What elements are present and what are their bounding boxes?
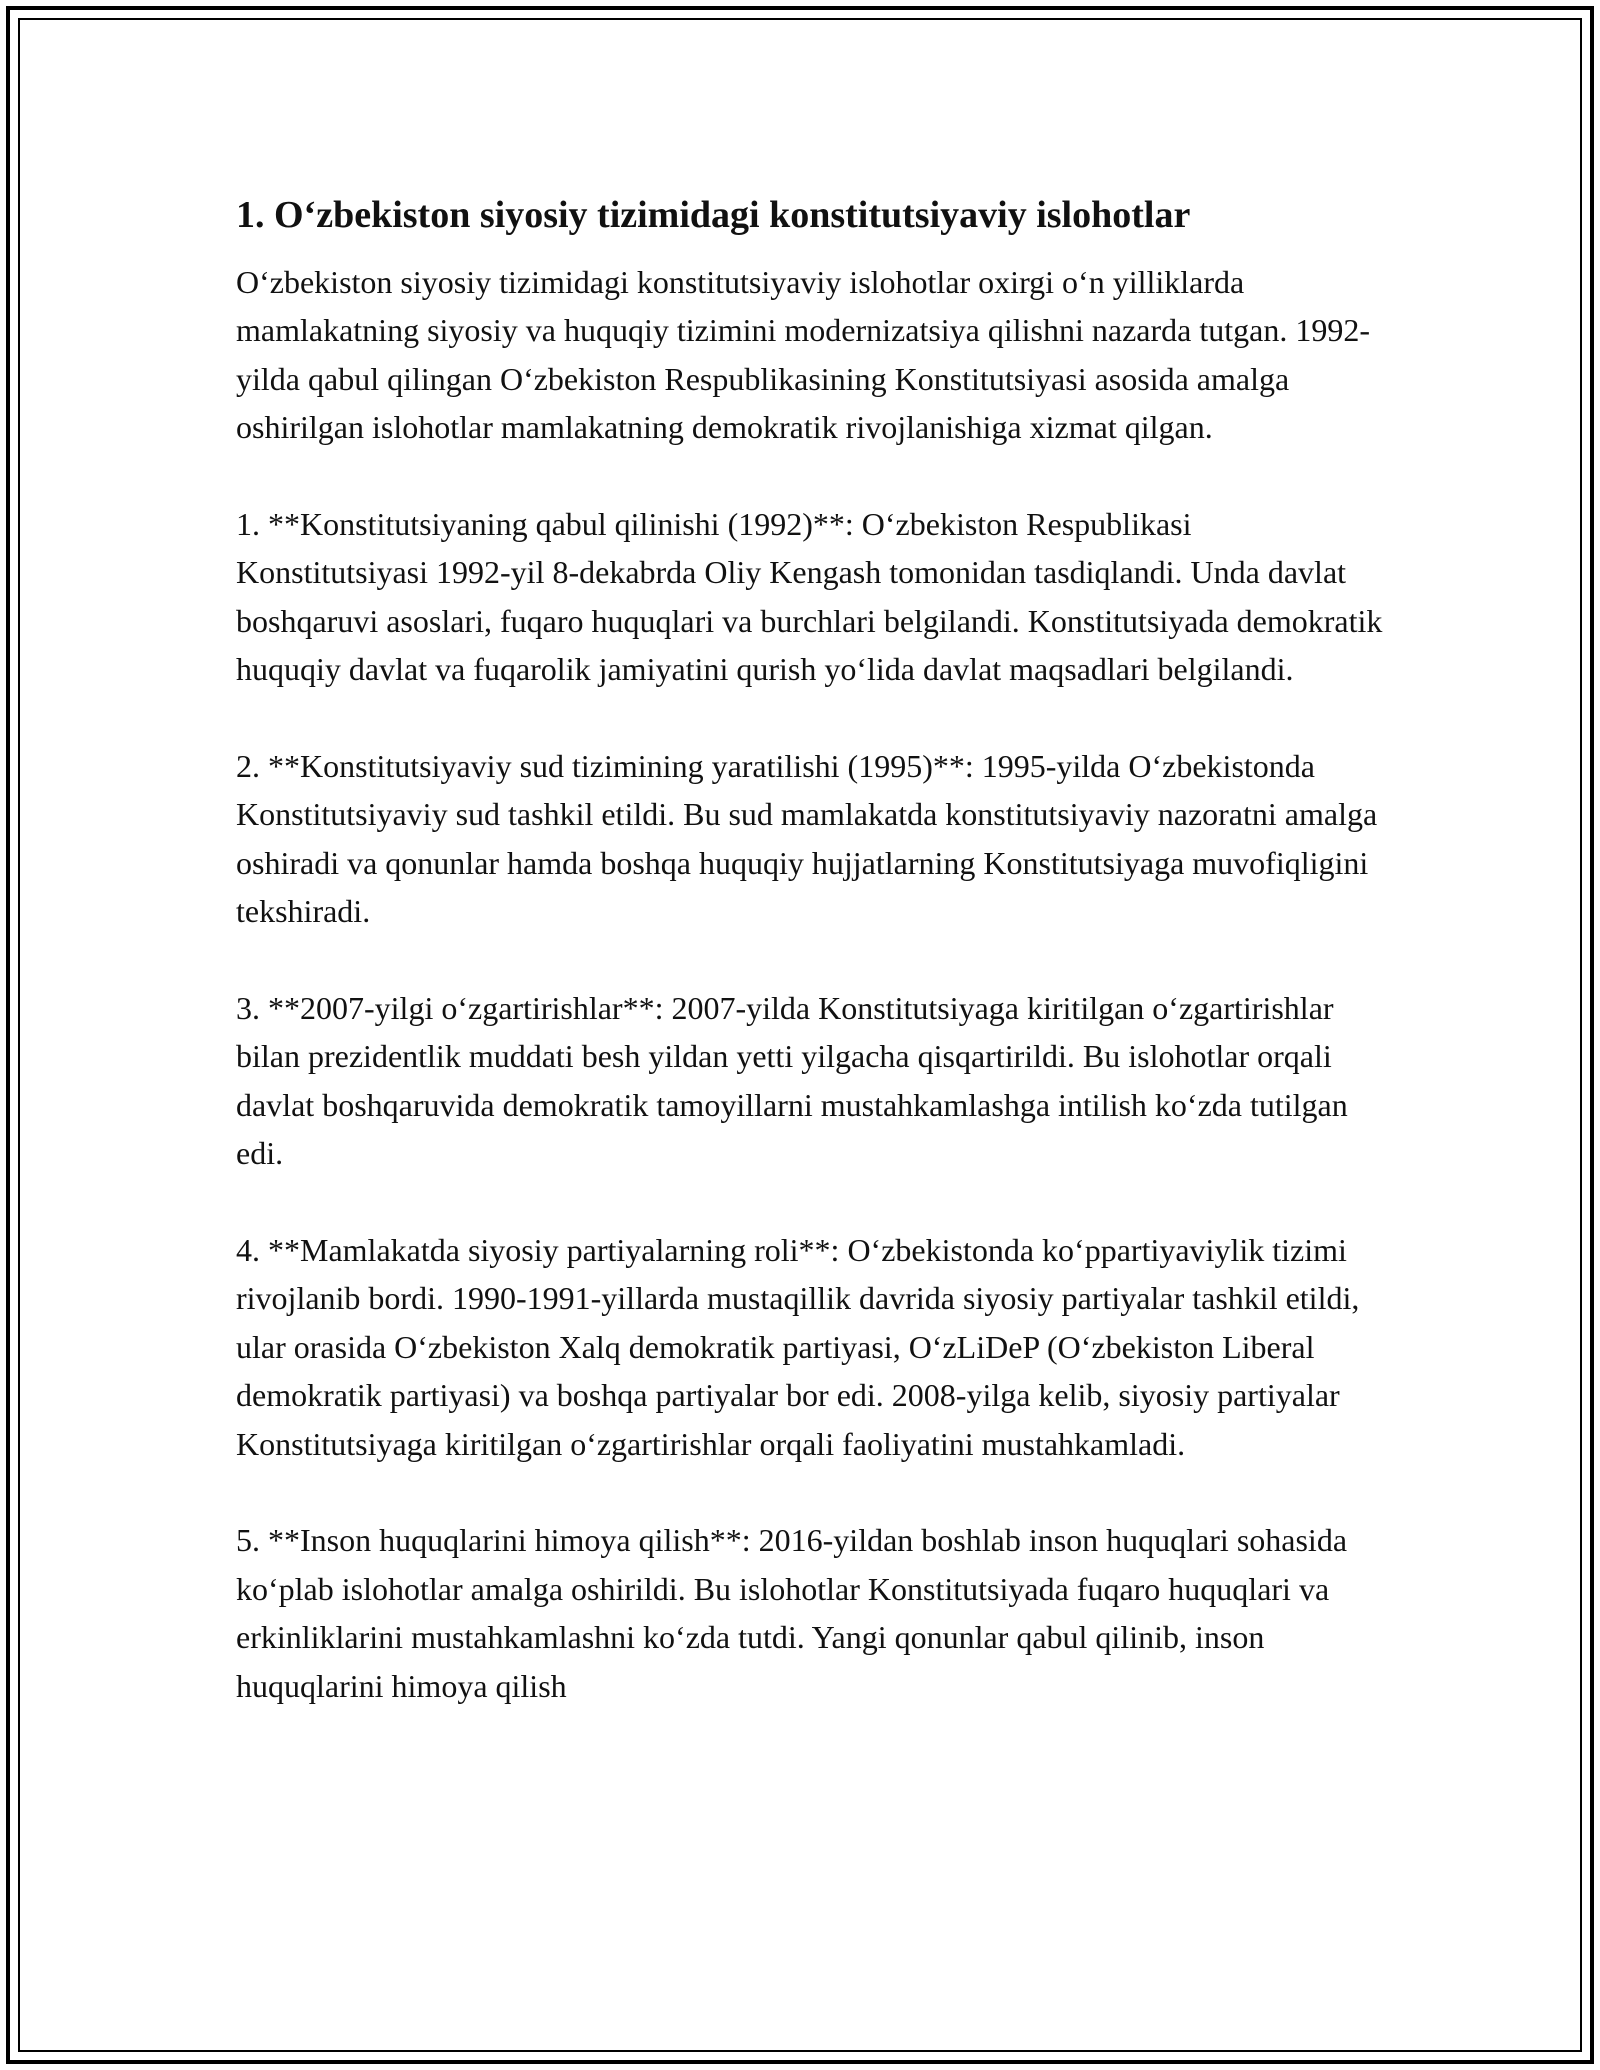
list-item-4-paragraph: 4. **Mamlakatda siyosiy partiyalarning roli**: O‘zbekistonda ko‘ppartiyaviylik tizimi rivojlanib bordi. 1990-1991-yillarda mustaqillik davrida siyosiy partiyalar tashkil etildi, ular orasida O‘zbekiston Xalq demokratik partiyasi, O‘zLiDeP (O‘zbekiston Liberal demokratik partiyasi) va boshqa partiyalar bor edi. 2008-yilga kelib, siyosiy partiyalar Konstitutsiyaga kiritilgan o‘zgartirishlar orqali faoliyatini mustahkamladi. (236, 1232, 1360, 1462)
list-item-3-paragraph: 3. **2007-yilgi o‘zgartirishlar**: 2007-yilda Konstitutsiyaga kiritilgan o‘zgartirishlar bilan prezidentlik muddati besh yildan yetti yilgacha qisqartirildi. Bu islohotlar orqali davlat boshqaruvida demokratik tamoyillarni mustahkamlashga intilish ko‘zda tutilgan edi. (236, 990, 1348, 1172)
list-item-1-paragraph: 1. **Konstitutsiyaning qabul qilinishi (1992)**: O‘zbekiston Respublikasi Konstitutsiyasi 1992-yil 8-dekabrda Oliy Kengash tomonidan tasdiqlandi. Unda davlat boshqaruvi asoslari, fuqaro huquqlari va burchlari belgilandi. Konstitutsiyada demokratik huquqiy davlat va fuqarolik jamiyatini qurish yo‘lida davlat maqsadlari belgilandi. (236, 506, 1383, 688)
intro-paragraph: O‘zbekiston siyosiy tizimidagi konstitutsiyaviy islohotlar oxirgi o‘n yilliklarda mamlakatning siyosiy va huquqiy tizimini modernizatsiya qilishni nazarda tutgan. 1992-yilda qabul qilingan O‘zbekiston Respublikasining Konstitutsiyasi asosida amalga oshirilgan islohotlar mamlakatning demokratik rivojlanishiga xizmat qilgan. (236, 264, 1370, 446)
list-item-2-paragraph: 2. **Konstitutsiyaviy sud tizimining yaratilishi (1995)**: 1995-yilda O‘zbekistonda Konstitutsiyaviy sud tashkil etildi. Bu sud mamlakatda konstitutsiyaviy nazoratni amalga oshiradi va qonunlar hamda boshqa huquqiy hujjatlarning Konstitutsiyaga muvofiqligini tekshiradi. (236, 748, 1378, 930)
document-heading: 1. O‘zbekiston siyosiy tizimidagi konstitutsiyaviy islohotlar (236, 194, 1191, 236)
list-item-5-paragraph: 5. **Inson huquqlarini himoya qilish**: 2016-yildan boshlab inson huquqlari sohasida ko‘plab islohotlar amalga oshirildi. Bu islohotlar Konstitutsiyada fuqaro huquqlari va erkinliklarini mustahkamlashni ko‘zda tutdi. Yangi qonunlar qabul qilinib, inson huquqlarini himoya qilish (236, 1522, 1348, 1704)
document-body (236, 190, 1386, 1710)
